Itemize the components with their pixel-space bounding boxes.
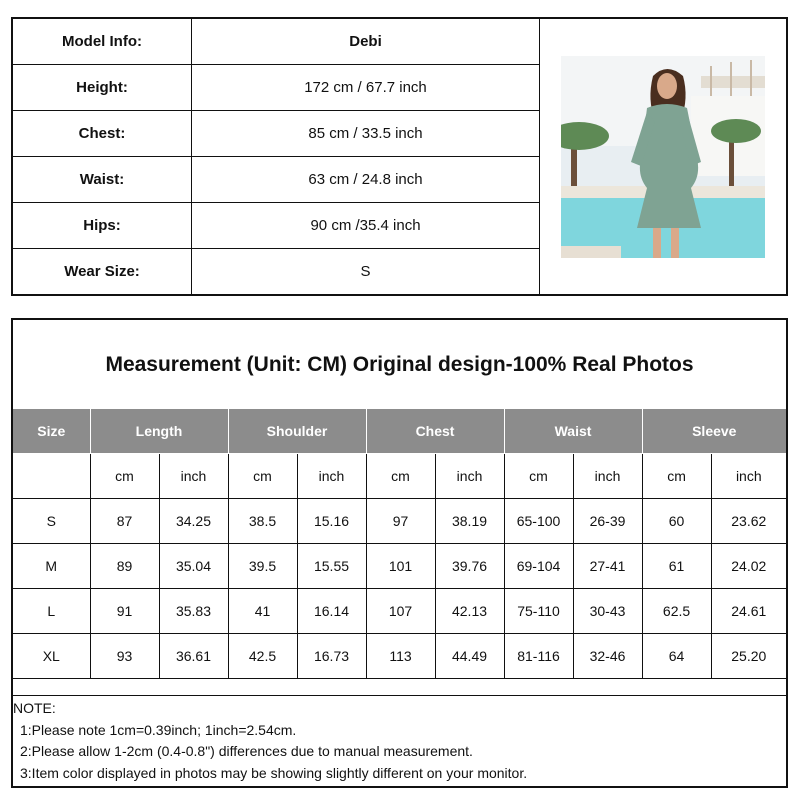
hips-row bbox=[13, 203, 540, 249]
value-cell: 91 bbox=[90, 589, 159, 634]
table-row bbox=[13, 499, 786, 544]
note-line: 1:Please note 1cm=0.39inch; 1inch=2.54cm. bbox=[20, 721, 297, 738]
waist-label: Waist: bbox=[13, 157, 192, 203]
value-cell: 35.04 bbox=[159, 544, 228, 589]
model-photo-icon bbox=[561, 56, 765, 258]
value-cell: 38.19 bbox=[435, 499, 504, 544]
waist-value: 63 cm / 24.8 inch bbox=[192, 157, 540, 203]
unit-cell: inch bbox=[435, 454, 504, 499]
height-value: 172 cm / 67.7 inch bbox=[192, 65, 540, 111]
measurement-panel bbox=[11, 318, 788, 788]
value-cell: 23.62 bbox=[711, 499, 786, 544]
measurement-table bbox=[13, 409, 786, 679]
units-blank bbox=[13, 454, 90, 499]
height-row bbox=[13, 65, 540, 111]
hips-label: Hips: bbox=[13, 203, 192, 249]
table-row bbox=[13, 634, 786, 679]
value-cell: 97 bbox=[366, 499, 435, 544]
value-cell: 39.5 bbox=[228, 544, 297, 589]
value-cell: 113 bbox=[366, 634, 435, 679]
value-cell: 39.76 bbox=[435, 544, 504, 589]
value-cell: 41 bbox=[228, 589, 297, 634]
header-waist: Waist bbox=[504, 409, 642, 454]
value-cell: 107 bbox=[366, 589, 435, 634]
value-cell: 36.61 bbox=[159, 634, 228, 679]
waist-row bbox=[13, 157, 540, 203]
value-cell: 38.5 bbox=[228, 499, 297, 544]
measurement-title: Measurement (Unit: CM) Original design-100% Real Photos bbox=[13, 320, 786, 410]
model-photo bbox=[561, 56, 765, 258]
wear-size-value: S bbox=[192, 249, 540, 295]
value-cell: 89 bbox=[90, 544, 159, 589]
header-size: Size bbox=[13, 409, 90, 454]
value-cell: 42.13 bbox=[435, 589, 504, 634]
header-length: Length bbox=[90, 409, 228, 454]
value-cell: 60 bbox=[642, 499, 711, 544]
value-cell: 34.25 bbox=[159, 499, 228, 544]
value-cell: 87 bbox=[90, 499, 159, 544]
unit-cell: inch bbox=[297, 454, 366, 499]
value-cell: 65-100 bbox=[504, 499, 573, 544]
wear-size-label: Wear Size: bbox=[13, 249, 192, 295]
size-cell: S bbox=[13, 499, 90, 544]
value-cell: 61 bbox=[642, 544, 711, 589]
value-cell: 32-46 bbox=[573, 634, 642, 679]
size-cell: M bbox=[13, 544, 90, 589]
unit-cell: inch bbox=[573, 454, 642, 499]
unit-cell: inch bbox=[711, 454, 786, 499]
value-cell: 64 bbox=[642, 634, 711, 679]
hips-value: 90 cm /35.4 inch bbox=[192, 203, 540, 249]
value-cell: 16.73 bbox=[297, 634, 366, 679]
value-cell: 93 bbox=[90, 634, 159, 679]
value-cell: 27-41 bbox=[573, 544, 642, 589]
chest-value: 85 cm / 33.5 inch bbox=[192, 111, 540, 157]
header-row bbox=[13, 409, 786, 454]
value-cell: 24.02 bbox=[711, 544, 786, 589]
model-info-panel bbox=[11, 17, 788, 296]
model-info-table bbox=[13, 19, 540, 294]
note-line: 3:Item color displayed in photos may be showing slightly different on your monitor. bbox=[20, 764, 528, 781]
header-sleeve: Sleeve bbox=[642, 409, 786, 454]
note-line: 2:Please allow 1-2cm (0.4-0.8") differences due to manual measurement. bbox=[20, 743, 473, 759]
height-label: Height: bbox=[13, 65, 192, 111]
unit-cell: cm bbox=[228, 454, 297, 499]
value-cell: 81-116 bbox=[504, 634, 573, 679]
value-cell: 16.14 bbox=[297, 589, 366, 634]
value-cell: 26-39 bbox=[573, 499, 642, 544]
table-row bbox=[13, 589, 786, 634]
value-cell: 42.5 bbox=[228, 634, 297, 679]
unit-cell: cm bbox=[366, 454, 435, 499]
wear-size-row bbox=[13, 249, 540, 295]
size-cell: L bbox=[13, 589, 90, 634]
value-cell: 69-104 bbox=[504, 544, 573, 589]
unit-cell: cm bbox=[642, 454, 711, 499]
value-cell: 25.20 bbox=[711, 634, 786, 679]
units-row bbox=[13, 454, 786, 499]
header-chest: Chest bbox=[366, 409, 504, 454]
value-cell: 75-110 bbox=[504, 589, 573, 634]
size-cell: XL bbox=[13, 634, 90, 679]
value-cell: 101 bbox=[366, 544, 435, 589]
model-info-label: Model Info: bbox=[13, 19, 192, 65]
value-cell: 35.83 bbox=[159, 589, 228, 634]
value-cell: 44.49 bbox=[435, 634, 504, 679]
value-cell: 30-43 bbox=[573, 589, 642, 634]
value-cell: 24.61 bbox=[711, 589, 786, 634]
chest-row bbox=[13, 111, 540, 157]
table-row bbox=[13, 544, 786, 589]
photo-cell bbox=[540, 19, 786, 294]
unit-cell: inch bbox=[159, 454, 228, 499]
model-info-row bbox=[13, 19, 540, 65]
value-cell: 15.16 bbox=[297, 499, 366, 544]
unit-cell: cm bbox=[90, 454, 159, 499]
value-cell: 15.55 bbox=[297, 544, 366, 589]
model-info-value: Debi bbox=[192, 19, 540, 65]
notes-section bbox=[13, 695, 786, 786]
chest-label: Chest: bbox=[13, 111, 192, 157]
unit-cell: cm bbox=[504, 454, 573, 499]
value-cell: 62.5 bbox=[642, 589, 711, 634]
header-shoulder: Shoulder bbox=[228, 409, 366, 454]
notes-heading: NOTE: bbox=[13, 700, 56, 716]
